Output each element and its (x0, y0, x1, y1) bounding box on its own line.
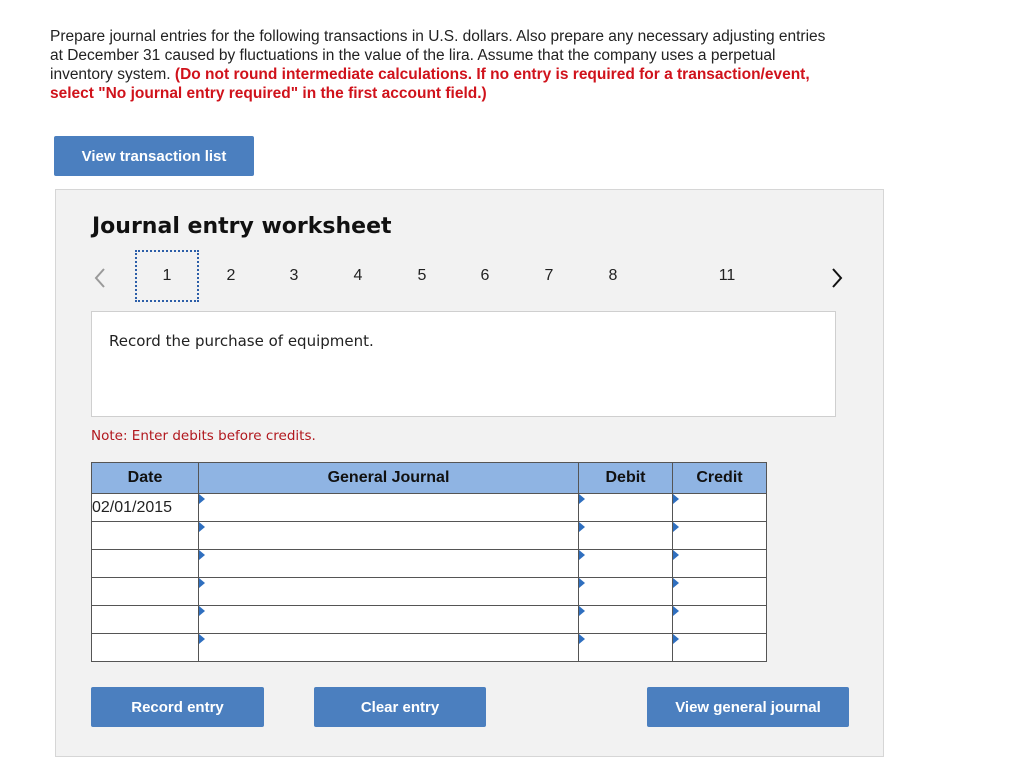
credit-field[interactable] (673, 634, 767, 662)
account-field[interactable] (199, 494, 579, 522)
page-tab-2[interactable]: 2 (226, 267, 236, 284)
debit-field[interactable] (579, 634, 673, 662)
general-journal-header: General Journal (199, 463, 579, 494)
field-marker-icon (579, 578, 585, 588)
transaction-description-box (91, 311, 836, 417)
field-marker-icon (673, 578, 679, 588)
chevron-left-icon (94, 267, 106, 289)
debit-header: Debit (579, 463, 673, 494)
clear-entry-button[interactable]: Clear entry (314, 687, 486, 727)
next-page-arrow[interactable] (829, 266, 845, 290)
table-row (92, 578, 767, 606)
debit-field[interactable] (579, 522, 673, 550)
debit-field[interactable] (579, 578, 673, 606)
date-cell: 02/01/2015 (92, 494, 199, 522)
account-field[interactable] (199, 550, 579, 578)
entry-note: Note: Enter debits before credits. (91, 428, 316, 444)
date-cell (92, 578, 199, 606)
page-tab-3[interactable]: 3 (289, 267, 299, 284)
account-field[interactable] (199, 606, 579, 634)
dropdown-marker-icon (199, 606, 205, 616)
page-tab-6[interactable]: 6 (480, 267, 490, 284)
field-marker-icon (579, 634, 585, 644)
page-tab-11[interactable]: 11 (718, 267, 736, 284)
dropdown-marker-icon (199, 578, 205, 588)
view-transaction-list-button[interactable]: View transaction list (54, 136, 254, 176)
debit-field[interactable] (579, 550, 673, 578)
chevron-right-icon (831, 267, 843, 289)
table-row (92, 522, 767, 550)
dropdown-marker-icon (199, 522, 205, 532)
date-cell (92, 522, 199, 550)
worksheet-title: Journal entry worksheet (92, 214, 392, 239)
instructions-text: Prepare journal entries for the following transactions in U.S. dollars. Also prepare any necessary adjusting entries at December 31 caused by fluctuations in the value of the lira. Assume that the company uses a perpetual inventory system. (50, 28, 826, 83)
record-entry-button[interactable]: Record entry (91, 687, 264, 727)
dropdown-marker-icon (199, 550, 205, 560)
credit-field[interactable] (673, 550, 767, 578)
field-marker-icon (673, 634, 679, 644)
instructions (50, 27, 830, 103)
credit-header: Credit (673, 463, 767, 494)
prev-page-arrow[interactable] (92, 266, 108, 290)
dropdown-marker-icon (199, 494, 205, 504)
field-marker-icon (673, 494, 679, 504)
page-tab-8[interactable]: 8 (608, 267, 618, 284)
credit-field[interactable] (673, 578, 767, 606)
date-cell (92, 550, 199, 578)
view-general-journal-button[interactable]: View general journal (647, 687, 849, 727)
page-tab-7[interactable]: 7 (544, 267, 554, 284)
field-marker-icon (673, 606, 679, 616)
date-header: Date (92, 463, 199, 494)
worksheet-pager (56, 258, 885, 308)
field-marker-icon (579, 494, 585, 504)
account-field[interactable] (199, 522, 579, 550)
table-row (92, 494, 767, 522)
account-field[interactable] (199, 634, 579, 662)
debit-field[interactable] (579, 606, 673, 634)
page-tab-5[interactable]: 5 (417, 267, 427, 284)
table-row (92, 550, 767, 578)
journal-table (91, 462, 767, 662)
credit-field[interactable] (673, 522, 767, 550)
date-cell (92, 634, 199, 662)
page-tab-4[interactable]: 4 (353, 267, 363, 284)
journal-entry-worksheet-panel (55, 189, 884, 757)
credit-field[interactable] (673, 606, 767, 634)
dropdown-marker-icon (199, 634, 205, 644)
field-marker-icon (579, 522, 585, 532)
field-marker-icon (673, 550, 679, 560)
instructions-warning: (Do not round intermediate calculations. If no entry is required for a transaction/event, select "No journal entry required" in the first account field.) (50, 66, 810, 102)
credit-field[interactable] (673, 494, 767, 522)
page-tab-1[interactable]: 1 (135, 250, 199, 302)
table-row (92, 634, 767, 662)
field-marker-icon (579, 606, 585, 616)
table-row (92, 606, 767, 634)
transaction-description: Record the purchase of equipment. (109, 332, 374, 350)
field-marker-icon (579, 550, 585, 560)
date-cell (92, 606, 199, 634)
account-field[interactable] (199, 578, 579, 606)
debit-field[interactable] (579, 494, 673, 522)
field-marker-icon (673, 522, 679, 532)
